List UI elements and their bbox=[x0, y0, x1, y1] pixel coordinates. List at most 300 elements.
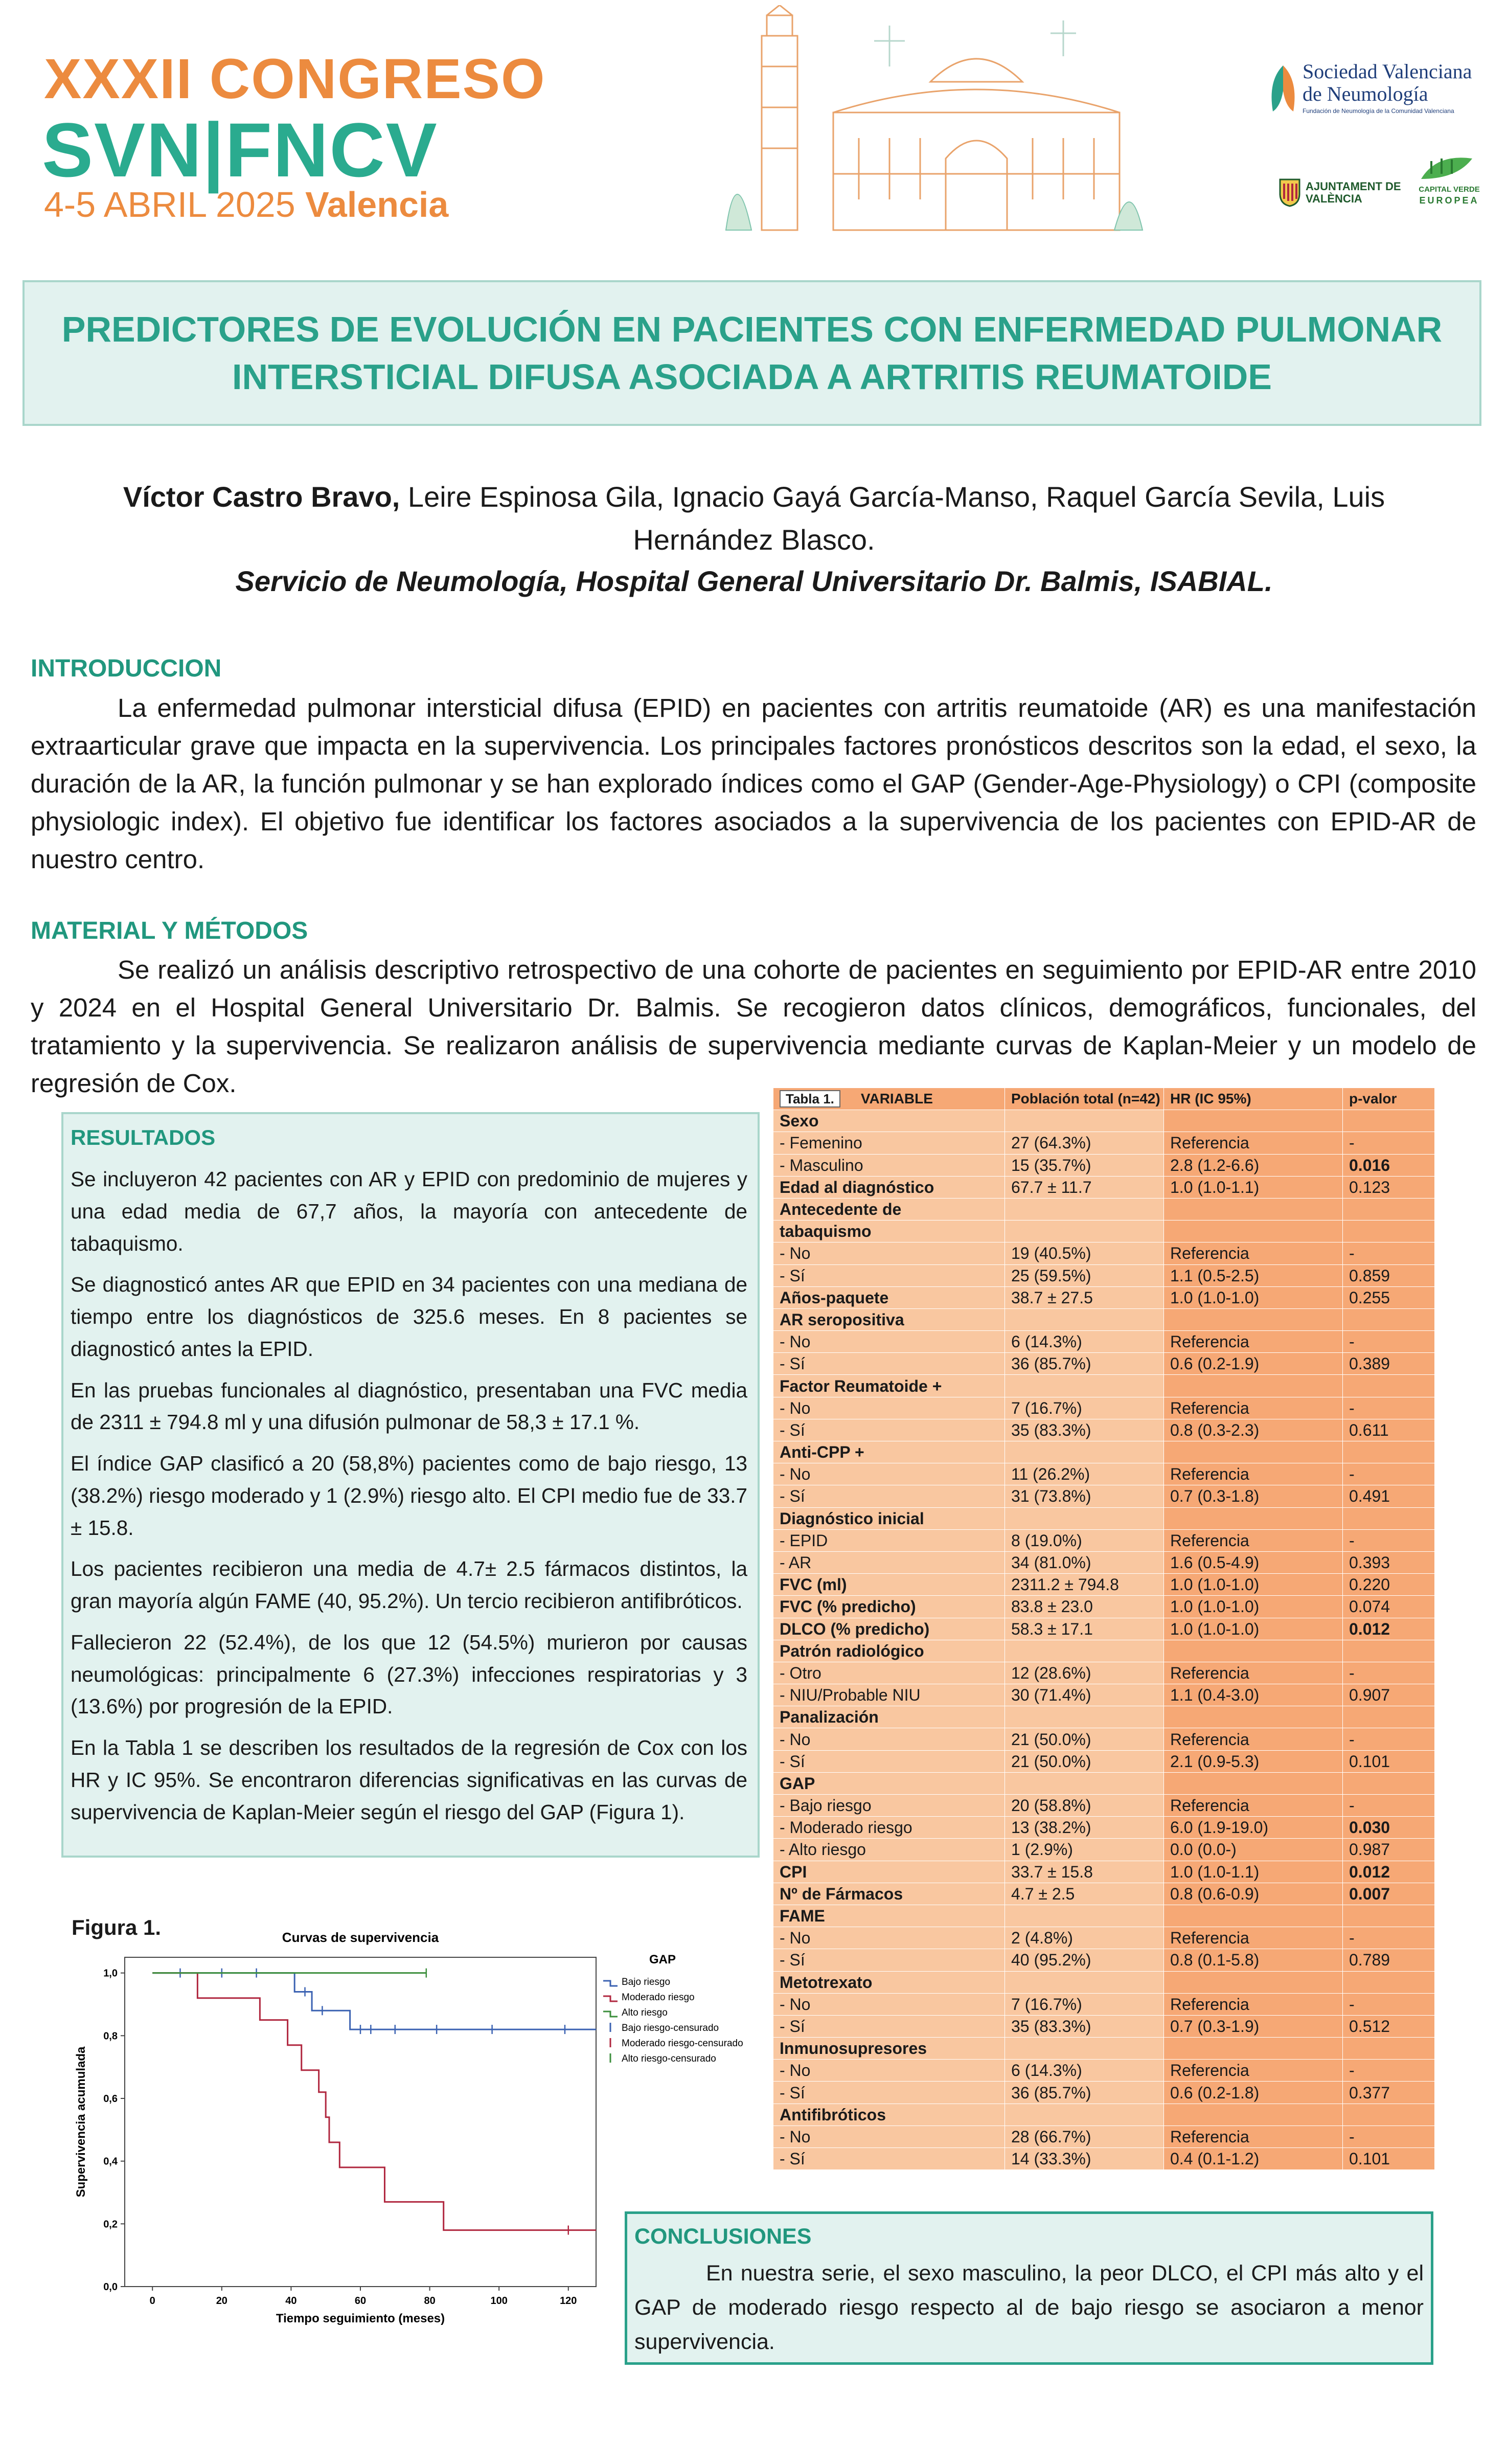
table-cell-variable: tabaquismo bbox=[773, 1220, 1005, 1242]
svn-name-line2: de Neumología bbox=[1303, 82, 1428, 105]
table-row bbox=[773, 1264, 1435, 1286]
table-cell-hr bbox=[1164, 1772, 1343, 1794]
table-row bbox=[773, 1353, 1435, 1375]
conclusions-text: En nuestra serie, el sexo masculino, la peor DLCO, el CPI más alto y el GAP de moderado riesgo respecto al de bajo riesgo se asociaron a menor supervivencia. bbox=[634, 2261, 1424, 2355]
table-cell-hr: Referencia bbox=[1164, 1795, 1343, 1817]
table-cell-variable: Patrón radiológico bbox=[773, 1640, 1005, 1662]
table-cell-population bbox=[1005, 1220, 1164, 1242]
table-cell-hr bbox=[1164, 1308, 1343, 1330]
table-cell-pvalue: 0.101 bbox=[1343, 1750, 1435, 1772]
table-cell-population bbox=[1005, 1441, 1164, 1463]
table-cell-variable: Anti-CPP + bbox=[773, 1441, 1005, 1463]
y-tick-label: 0,4 bbox=[103, 2156, 118, 2167]
table-cell-population bbox=[1005, 1706, 1164, 1728]
table-row bbox=[773, 1596, 1435, 1618]
ajuntament-name: AJUNTAMENT DE VALÈNCIA bbox=[1306, 180, 1401, 206]
svn-foundation: Fundación de Neumología de la Comunidad Valenciana bbox=[1303, 107, 1454, 115]
table-header-variable bbox=[773, 1088, 1005, 1110]
table-cell-population: 2311.2 ± 794.8 bbox=[1005, 1574, 1164, 1596]
table-header-pvalue: p-valor bbox=[1343, 1088, 1435, 1110]
table-cell-population: 11 (26.2%) bbox=[1005, 1463, 1164, 1485]
table-row bbox=[773, 1839, 1435, 1861]
table-cell-hr: Referencia bbox=[1164, 1242, 1343, 1264]
table-cell-variable: Diagnóstico inicial bbox=[773, 1507, 1005, 1529]
legend-swatch bbox=[603, 1981, 618, 1986]
results-paragraph-5: Los pacientes recibieron una media de 4.7± 2.5 fármacos distintos, la gran mayoría algún FAME (40, 95.2%). Un tercio recibieron antifibróticos. bbox=[71, 1557, 747, 1613]
table-cell-pvalue: 0.377 bbox=[1343, 2082, 1435, 2104]
table-cell-pvalue: 0.491 bbox=[1343, 1485, 1435, 1507]
table-row bbox=[773, 1662, 1435, 1684]
table-cell-variable: Panalización bbox=[773, 1706, 1005, 1728]
table-cell-population bbox=[1005, 1110, 1164, 1132]
table-row bbox=[773, 1684, 1435, 1706]
table-cell-hr: 1.0 (1.0-1.1) bbox=[1164, 1176, 1343, 1198]
table-cell-variable: - EPID bbox=[773, 1529, 1005, 1551]
table-cell-hr: Referencia bbox=[1164, 1331, 1343, 1353]
table-row bbox=[773, 1750, 1435, 1772]
conclusions-heading: CONCLUSIONES bbox=[634, 2224, 812, 2249]
table-cell-hr bbox=[1164, 1441, 1343, 1463]
table-row bbox=[773, 1772, 1435, 1794]
table-cell-variable: CPI bbox=[773, 1861, 1005, 1883]
table-cell-population: 58.3 ± 17.1 bbox=[1005, 1618, 1164, 1640]
table-row bbox=[773, 1529, 1435, 1551]
table-cell-pvalue: 0.012 bbox=[1343, 1861, 1435, 1883]
y-tick-label: 0,0 bbox=[103, 2281, 118, 2293]
table-cell-population: 13 (38.2%) bbox=[1005, 1817, 1164, 1839]
table-row bbox=[773, 1154, 1435, 1176]
table-cell-pvalue: 0.030 bbox=[1343, 1817, 1435, 1839]
results-paragraph-2: Se diagnosticó antes AR que EPID en 34 pacientes con una mediana de tiempo entre los diagnósticos de 325.6 meses. En 8 pacientes se diagnosticó antes la EPID. bbox=[71, 1273, 747, 1361]
table-cell-hr: Referencia bbox=[1164, 2126, 1343, 2147]
table-cell-hr: 2.8 (1.2-6.6) bbox=[1164, 1154, 1343, 1176]
results-paragraph-1: Se incluyeron 42 pacientes con AR y EPID con predominio de mujeres y una edad media de 67,7 años, la mayoría con antecedente de tabaquismo. bbox=[71, 1167, 747, 1255]
table-cell-pvalue: 0.389 bbox=[1343, 1353, 1435, 1375]
table-cell-population: 35 (83.3%) bbox=[1005, 2015, 1164, 2037]
capital-verde-line1: CAPITAL VERDE bbox=[1419, 185, 1480, 194]
table-row bbox=[773, 1110, 1435, 1132]
table-row bbox=[773, 1728, 1435, 1750]
table-cell-variable: - Alto riesgo bbox=[773, 1839, 1005, 1861]
table-row bbox=[773, 1242, 1435, 1264]
table-cell-variable: AR seropositiva bbox=[773, 1308, 1005, 1330]
table-cell-hr: Referencia bbox=[1164, 1662, 1343, 1684]
table-cell-hr bbox=[1164, 1198, 1343, 1220]
table-cell-hr: 1.0 (1.0-1.1) bbox=[1164, 1861, 1343, 1883]
table-cell-pvalue: - bbox=[1343, 1927, 1435, 1949]
table-cell-hr: Referencia bbox=[1164, 1993, 1343, 2015]
table-cell-variable: - Femenino bbox=[773, 1132, 1005, 1154]
table-cell-variable: - Otro bbox=[773, 1662, 1005, 1684]
table-cell-pvalue: 0.255 bbox=[1343, 1286, 1435, 1308]
x-tick-label: 120 bbox=[560, 2295, 577, 2307]
table-cell-pvalue bbox=[1343, 1905, 1435, 1927]
table-cell-pvalue: - bbox=[1343, 1397, 1435, 1419]
table-row bbox=[773, 1883, 1435, 1905]
x-tick-label: 40 bbox=[285, 2295, 297, 2307]
legend-label: Moderado riesgo bbox=[622, 1992, 695, 2003]
table-cell-population: 36 (85.7%) bbox=[1005, 2082, 1164, 2104]
coat-of-arms-icon bbox=[1278, 176, 1302, 207]
table-cell-pvalue: - bbox=[1343, 1795, 1435, 1817]
methods-heading: MATERIAL Y MÉTODOS bbox=[31, 917, 308, 944]
table-cell-population: 14 (33.3%) bbox=[1005, 2148, 1164, 2170]
table-cell-population: 35 (83.3%) bbox=[1005, 1419, 1164, 1441]
y-tick-label: 1,0 bbox=[103, 1968, 118, 1979]
table-cell-population: 21 (50.0%) bbox=[1005, 1728, 1164, 1750]
table-row bbox=[773, 1574, 1435, 1596]
congress-acronym: SVN|FNCV bbox=[42, 107, 438, 193]
table-cell-hr bbox=[1164, 1110, 1343, 1132]
table-cell-pvalue: 0.907 bbox=[1343, 1684, 1435, 1706]
table-header-population: Población total (n=42) bbox=[1005, 1088, 1164, 1110]
table-row bbox=[773, 1419, 1435, 1441]
legend-label: Moderado riesgo-censurado bbox=[622, 2038, 743, 2049]
results-heading: RESULTADOS bbox=[71, 1125, 216, 1149]
table-row bbox=[773, 1640, 1435, 1662]
table-cell-hr: 0.6 (0.2-1.9) bbox=[1164, 1353, 1343, 1375]
y-tick-label: 0,8 bbox=[103, 2030, 118, 2042]
table-cell-variable: - No bbox=[773, 1331, 1005, 1353]
table-cell-pvalue: 0.074 bbox=[1343, 1596, 1435, 1618]
table-cell-population: 6 (14.3%) bbox=[1005, 2060, 1164, 2082]
table-cell-pvalue bbox=[1343, 1308, 1435, 1330]
poster-title: PREDICTORES DE EVOLUCIÓN EN PACIENTES CON ENFERMEDAD PULMONAR INTERSTICIAL DIFUSA ASOCIADA A ARTRITIS REUMATOIDE bbox=[61, 309, 1443, 397]
table-row bbox=[773, 1286, 1435, 1308]
table-cell-variable: - AR bbox=[773, 1551, 1005, 1573]
x-tick-label: 80 bbox=[424, 2295, 436, 2307]
table-row bbox=[773, 1993, 1435, 2015]
table-cell-variable: - Sí bbox=[773, 1419, 1005, 1441]
table-cell-population: 6 (14.3%) bbox=[1005, 1331, 1164, 1353]
plot-area bbox=[125, 1957, 596, 2287]
table-row bbox=[773, 1618, 1435, 1640]
table-cell-pvalue: 0.987 bbox=[1343, 1839, 1435, 1861]
table-cell-variable: - Sí bbox=[773, 1750, 1005, 1772]
table-cell-hr: 1.0 (1.0-1.0) bbox=[1164, 1286, 1343, 1308]
svn-logo bbox=[1268, 56, 1482, 128]
first-author: Víctor Castro Bravo, bbox=[123, 481, 400, 513]
table-cell-pvalue bbox=[1343, 1640, 1435, 1662]
legend-swatch bbox=[603, 2011, 618, 2017]
table-cell-variable: Metotrexato bbox=[773, 1971, 1005, 1993]
table-cell-hr: 0.8 (0.6-0.9) bbox=[1164, 1883, 1343, 1905]
table-cell-pvalue: - bbox=[1343, 2060, 1435, 2082]
table-cell-variable: - Sí bbox=[773, 2015, 1005, 2037]
table-cell-hr: 0.6 (0.2-1.8) bbox=[1164, 2082, 1343, 2104]
legend-label: Alto riesgo-censurado bbox=[622, 2053, 716, 2064]
table-cell-hr: Referencia bbox=[1164, 1463, 1343, 1485]
table-row bbox=[773, 2038, 1435, 2060]
table-row bbox=[773, 1927, 1435, 1949]
other-authors: Leire Espinosa Gila, Ignacio Gayá García-Manso, Raquel García Sevila, Luis Hernández Blasco. bbox=[400, 481, 1385, 556]
table-cell-pvalue: - bbox=[1343, 1728, 1435, 1750]
table-cell-population bbox=[1005, 1507, 1164, 1529]
table-cell-variable: Años-paquete bbox=[773, 1286, 1005, 1308]
table-row bbox=[773, 1308, 1435, 1330]
table-cell-variable: Inmunosupresores bbox=[773, 2038, 1005, 2060]
table-cell-variable: - No bbox=[773, 1463, 1005, 1485]
table-cell-population: 30 (71.4%) bbox=[1005, 1684, 1164, 1706]
table-cell-hr: 1.0 (1.0-1.0) bbox=[1164, 1618, 1343, 1640]
table-cell-variable: - Sí bbox=[773, 2148, 1005, 2170]
authors bbox=[77, 476, 1431, 561]
table-row bbox=[773, 1397, 1435, 1419]
legend-label: Alto riesgo bbox=[622, 2007, 668, 2018]
table-cell-variable: - Sí bbox=[773, 1949, 1005, 1971]
table-cell-population bbox=[1005, 1905, 1164, 1927]
table-cell-hr bbox=[1164, 2104, 1343, 2126]
table-row bbox=[773, 1375, 1435, 1397]
table-cell-variable: - No bbox=[773, 2126, 1005, 2147]
table-header-hr: HR (IC 95%) bbox=[1164, 1088, 1343, 1110]
table-cell-hr: 0.7 (0.3-1.8) bbox=[1164, 1485, 1343, 1507]
table-cell-pvalue: - bbox=[1343, 1993, 1435, 2015]
table-cell-hr: 1.1 (0.4-3.0) bbox=[1164, 1684, 1343, 1706]
table-row bbox=[773, 1861, 1435, 1883]
table-cell-population bbox=[1005, 1971, 1164, 1993]
results-paragraph-4: El índice GAP clasificó a 20 (58,8%) pacientes como de bajo riesgo, 13 (38.2%) riesgo moderado y 1 (2.9%) riesgo alto. El CPI medio fue de 33.7 ± 15.8. bbox=[71, 1452, 747, 1540]
table-cell-hr bbox=[1164, 1640, 1343, 1662]
table-cell-pvalue: - bbox=[1343, 1242, 1435, 1264]
table-row bbox=[773, 1551, 1435, 1573]
table-cell-population: 27 (64.3%) bbox=[1005, 1132, 1164, 1154]
results-paragraph-3: En las pruebas funcionales al diagnóstico, presentaban una FVC media de 2311 ± 794.8 ml y una difusión pulmonar de 58,3 ± 17.1 %. bbox=[71, 1378, 747, 1434]
x-tick-label: 60 bbox=[354, 2295, 367, 2307]
table-cell-pvalue bbox=[1343, 1772, 1435, 1794]
table-cell-population bbox=[1005, 1375, 1164, 1397]
table-cell-pvalue: - bbox=[1343, 1463, 1435, 1485]
affiliation: Servicio de Neumología, Hospital General Universitario Dr. Balmis, ISABIAL. bbox=[235, 565, 1273, 597]
table-cell-population bbox=[1005, 1308, 1164, 1330]
table-cell-hr: 1.0 (1.0-1.0) bbox=[1164, 1596, 1343, 1618]
table-cell-pvalue: 0.789 bbox=[1343, 1949, 1435, 1971]
table-cell-pvalue: 0.016 bbox=[1343, 1154, 1435, 1176]
table-cell-hr: 0.0 (0.0-) bbox=[1164, 1839, 1343, 1861]
table-cell-population: 21 (50.0%) bbox=[1005, 1750, 1164, 1772]
table-cell-hr bbox=[1164, 1507, 1343, 1529]
table-row bbox=[773, 1905, 1435, 1927]
cox-regression-table bbox=[773, 1088, 1435, 2170]
table-cell-hr: 0.7 (0.3-1.9) bbox=[1164, 2015, 1343, 2037]
table-cell-pvalue bbox=[1343, 1375, 1435, 1397]
table-cell-variable: - No bbox=[773, 1397, 1005, 1419]
table-row bbox=[773, 2082, 1435, 2104]
table-row bbox=[773, 1132, 1435, 1154]
table-cell-population bbox=[1005, 2038, 1164, 2060]
table-header-label: VARIABLE bbox=[860, 1091, 933, 1107]
table-cell-population: 28 (66.7%) bbox=[1005, 2126, 1164, 2147]
table-cell-variable: - Sí bbox=[773, 1485, 1005, 1507]
results-box bbox=[61, 1112, 760, 1858]
table-cell-pvalue: 0.859 bbox=[1343, 1264, 1435, 1286]
table-cell-hr: 1.1 (0.5-2.5) bbox=[1164, 1264, 1343, 1286]
table-cell-hr: Referencia bbox=[1164, 1529, 1343, 1551]
table-row bbox=[773, 1507, 1435, 1529]
table-cell-pvalue bbox=[1343, 2104, 1435, 2126]
table-cell-hr bbox=[1164, 2038, 1343, 2060]
legend-label: Bajo riesgo-censurado bbox=[622, 2023, 719, 2033]
chart-title: Curvas de supervivencia bbox=[282, 1930, 439, 1945]
results-paragraph-6: Fallecieron 22 (52.4%), de los que 12 (54.5%) murieron por causas neumológicas: principalmente 6 (27.3%) infecciones respiratorias y 3 (13.6%) por progresión de la EPID. bbox=[71, 1630, 747, 1719]
legend-label: Bajo riesgo bbox=[622, 1977, 671, 1987]
table-cell-hr: Referencia bbox=[1164, 1728, 1343, 1750]
table-cell-variable: Edad al diagnóstico bbox=[773, 1176, 1005, 1198]
capital-verde-line2: EUROPEA bbox=[1419, 195, 1479, 206]
results-paragraph-7: En la Tabla 1 se describen los resultados de la regresión de Cox con los HR y IC 95%. Se encontraron diferencias significativas en las curvas de supervivencia de Kaplan-Meier según el riesgo del GAP (Figura 1). bbox=[71, 1736, 747, 1824]
table-cell-pvalue bbox=[1343, 1198, 1435, 1220]
table-cell-hr bbox=[1164, 1220, 1343, 1242]
table-cell-pvalue bbox=[1343, 1507, 1435, 1529]
table-tag: Tabla 1. bbox=[780, 1090, 840, 1107]
table-cell-hr: 0.8 (0.1-5.8) bbox=[1164, 1949, 1343, 1971]
table-cell-pvalue: 0.393 bbox=[1343, 1551, 1435, 1573]
table-row bbox=[773, 2060, 1435, 2082]
congress-title: XXXII CONGRESO bbox=[44, 48, 546, 110]
svn-name-line1: Sociedad Valenciana bbox=[1303, 60, 1472, 83]
congress-city: Valencia bbox=[305, 185, 449, 224]
table-cell-population: 40 (95.2%) bbox=[1005, 1949, 1164, 1971]
table-cell-variable: - No bbox=[773, 1993, 1005, 2015]
table-cell-pvalue: - bbox=[1343, 1662, 1435, 1684]
table-cell-population bbox=[1005, 1640, 1164, 1662]
table-cell-variable: - Sí bbox=[773, 2082, 1005, 2104]
methods-text: Se realizó un análisis descriptivo retrospectivo de una cohorte de pacientes en seguimiento por EPID-AR entre 2010 y 2024 en el Hospital General Universitario Dr. Balmis. Se recogieron datos clínicos, demográficos, funcionales, del tratamiento y la supervivencia. Se realizaron análisis de supervivencia mediante curvas de Kaplan-Meier y un modelo de regresión de Cox. bbox=[31, 955, 1476, 1098]
table-row bbox=[773, 1706, 1435, 1728]
table-row bbox=[773, 1198, 1435, 1220]
table-cell-variable: GAP bbox=[773, 1772, 1005, 1794]
table-cell-pvalue bbox=[1343, 1220, 1435, 1242]
table-row bbox=[773, 1485, 1435, 1507]
table-cell-population: 19 (40.5%) bbox=[1005, 1242, 1164, 1264]
table-cell-variable: FVC (ml) bbox=[773, 1574, 1005, 1596]
table-row bbox=[773, 2104, 1435, 2126]
table-cell-population: 83.8 ± 23.0 bbox=[1005, 1596, 1164, 1618]
table-cell-variable: Antecedente de bbox=[773, 1198, 1005, 1220]
table-cell-pvalue: - bbox=[1343, 1529, 1435, 1551]
table-cell-population: 7 (16.7%) bbox=[1005, 1993, 1164, 2015]
table-cell-population: 4.7 ± 2.5 bbox=[1005, 1883, 1164, 1905]
table-cell-pvalue: - bbox=[1343, 2126, 1435, 2147]
table-row bbox=[773, 1949, 1435, 1971]
table-cell-hr: 6.0 (1.9-19.0) bbox=[1164, 1817, 1343, 1839]
table-cell-hr: 1.0 (1.0-1.0) bbox=[1164, 1574, 1343, 1596]
legend-title: GAP bbox=[649, 1953, 676, 1966]
table-cell-hr: 2.1 (0.9-5.3) bbox=[1164, 1750, 1343, 1772]
table-cell-variable: - No bbox=[773, 1242, 1005, 1264]
table-cell-hr: Referencia bbox=[1164, 2060, 1343, 2082]
legend-swatch bbox=[603, 1996, 618, 2001]
x-tick-label: 100 bbox=[490, 2295, 508, 2307]
table-cell-pvalue: 0.611 bbox=[1343, 1419, 1435, 1441]
table-cell-variable: - No bbox=[773, 2060, 1005, 2082]
table-cell-hr: 1.6 (0.5-4.9) bbox=[1164, 1551, 1343, 1573]
table-cell-pvalue bbox=[1343, 1971, 1435, 1993]
conclusions-box bbox=[625, 2211, 1433, 2365]
table-cell-pvalue: 0.007 bbox=[1343, 1883, 1435, 1905]
table-cell-variable: Sexo bbox=[773, 1110, 1005, 1132]
table-row bbox=[773, 1220, 1435, 1242]
table-cell-population: 34 (81.0%) bbox=[1005, 1551, 1164, 1573]
table-cell-pvalue bbox=[1343, 2038, 1435, 2060]
table-cell-variable: - Bajo riesgo bbox=[773, 1795, 1005, 1817]
table-cell-variable: - Sí bbox=[773, 1264, 1005, 1286]
table-row bbox=[773, 1441, 1435, 1463]
table-cell-population: 36 (85.7%) bbox=[1005, 1353, 1164, 1375]
table-cell-pvalue bbox=[1343, 1706, 1435, 1728]
table-row bbox=[773, 1463, 1435, 1485]
congress-dates bbox=[44, 187, 448, 222]
lung-logo-icon bbox=[1268, 60, 1298, 117]
table-cell-variable: Nº de Fármacos bbox=[773, 1883, 1005, 1905]
x-tick-label: 0 bbox=[149, 2295, 155, 2307]
table-cell-variable: Factor Reumatoide + bbox=[773, 1375, 1005, 1397]
table-cell-hr: 0.4 (0.1-1.2) bbox=[1164, 2148, 1343, 2170]
title-box bbox=[22, 280, 1481, 426]
x-tick-label: 20 bbox=[216, 2295, 227, 2307]
table-cell-population: 1 (2.9%) bbox=[1005, 1839, 1164, 1861]
table-cell-hr bbox=[1164, 1905, 1343, 1927]
table-cell-hr: Referencia bbox=[1164, 1132, 1343, 1154]
table-cell-population: 2 (4.8%) bbox=[1005, 1927, 1164, 1949]
table-cell-variable: - No bbox=[773, 1728, 1005, 1750]
table-cell-variable: - Moderado riesgo bbox=[773, 1817, 1005, 1839]
table-row bbox=[773, 1176, 1435, 1198]
table-cell-hr: Referencia bbox=[1164, 1397, 1343, 1419]
table-row bbox=[773, 2126, 1435, 2147]
table-cell-hr bbox=[1164, 1971, 1343, 1993]
intro-heading: INTRODUCCION bbox=[31, 655, 222, 682]
table-cell-variable: FAME bbox=[773, 1905, 1005, 1927]
table-cell-variable: - Masculino bbox=[773, 1154, 1005, 1176]
table-cell-population bbox=[1005, 2104, 1164, 2126]
table-row bbox=[773, 1971, 1435, 1993]
intro-text: La enfermedad pulmonar intersticial difusa (EPID) en pacientes con artritis reumatoide (AR) es una manifestación extraarticular grave que impacta en la supervivencia. Los principales factores pronósticos descritos son la edad, el sexo, la duración de la AR, la función pulmonar y se han explorado índices como el GAP (Gender-Age-Physiology) o CPI (composite physiologic index). El objetivo fue identificar los factores asociados a la supervivencia de los pacientes con EPID-AR de nuestro centro. bbox=[31, 693, 1476, 874]
table-cell-pvalue: 0.123 bbox=[1343, 1176, 1435, 1198]
table-cell-population: 33.7 ± 15.8 bbox=[1005, 1861, 1164, 1883]
y-tick-label: 0,2 bbox=[103, 2219, 118, 2230]
table-row bbox=[773, 2015, 1435, 2037]
table-cell-population: 38.7 ± 27.5 bbox=[1005, 1286, 1164, 1308]
table-cell-pvalue: - bbox=[1343, 1331, 1435, 1353]
table-cell-population: 31 (73.8%) bbox=[1005, 1485, 1164, 1507]
table-row bbox=[773, 1331, 1435, 1353]
table-cell-pvalue: 0.012 bbox=[1343, 1618, 1435, 1640]
table-cell-hr: Referencia bbox=[1164, 1927, 1343, 1949]
y-axis-label: Supervivencia acumulada bbox=[74, 2046, 88, 2198]
table-cell-pvalue: 0.512 bbox=[1343, 2015, 1435, 2037]
table-cell-pvalue: - bbox=[1343, 1132, 1435, 1154]
table-cell-hr bbox=[1164, 1375, 1343, 1397]
valencia-building-illustration bbox=[705, 5, 1145, 235]
table-cell-pvalue bbox=[1343, 1441, 1435, 1463]
table-cell-variable: - Sí bbox=[773, 1353, 1005, 1375]
table-cell-pvalue: 0.220 bbox=[1343, 1574, 1435, 1596]
table-cell-variable: - NIU/Probable NIU bbox=[773, 1684, 1005, 1706]
table-cell-hr: 0.8 (0.3-2.3) bbox=[1164, 1419, 1343, 1441]
table-row bbox=[773, 2148, 1435, 2170]
table-cell-hr bbox=[1164, 1706, 1343, 1728]
table-cell-variable: Antifibróticos bbox=[773, 2104, 1005, 2126]
table-cell-population bbox=[1005, 1198, 1164, 1220]
table-header-row bbox=[773, 1088, 1435, 1110]
table-cell-population: 20 (58.8%) bbox=[1005, 1795, 1164, 1817]
green-capital-icon bbox=[1416, 148, 1477, 184]
figure-label: Figura 1. bbox=[72, 1915, 162, 1939]
table-cell-population: 25 (59.5%) bbox=[1005, 1264, 1164, 1286]
table-cell-variable: FVC (% predicho) bbox=[773, 1596, 1005, 1618]
y-tick-label: 0,6 bbox=[103, 2093, 118, 2105]
